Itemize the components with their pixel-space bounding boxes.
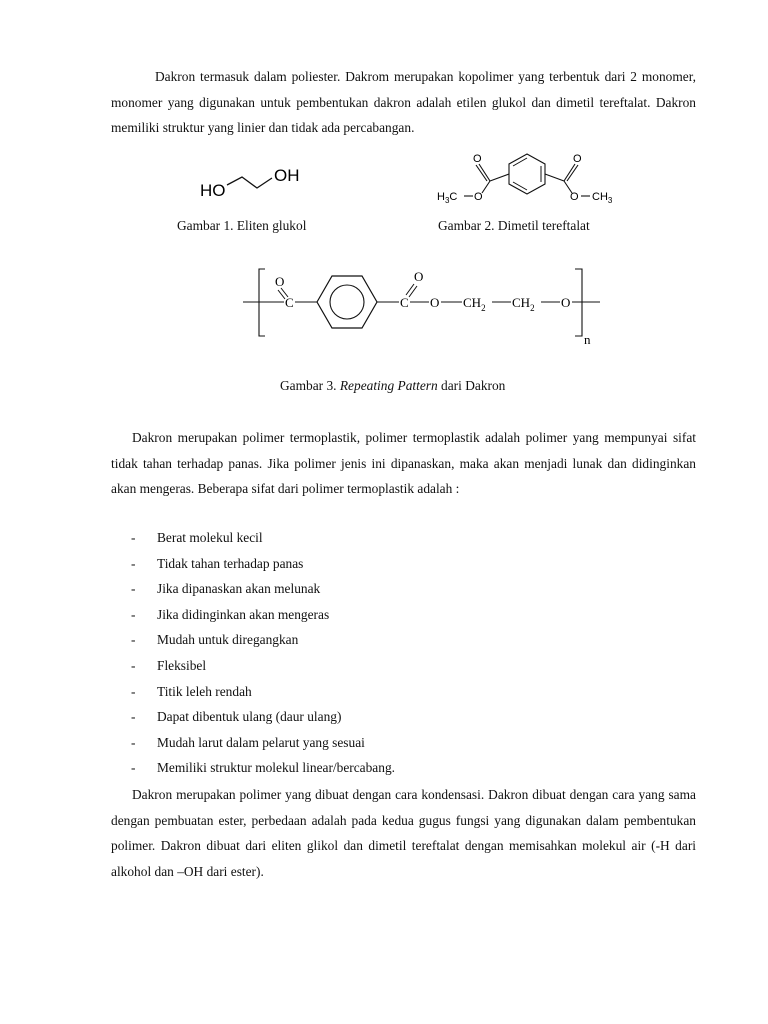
ethylene-glycol-structure bbox=[195, 160, 315, 205]
carbonyl-c-left: C bbox=[285, 295, 294, 310]
figure-2-caption: Gambar 2. Dimetil tereftalat bbox=[438, 218, 590, 233]
subscript-n: n bbox=[584, 332, 591, 347]
condensation-paragraph: Dakron merupakan polimer yang dibuat dengan cara kondensasi. Dakron dibuat dengan cara yang sama dengan pembuatan ester, perbedaan adalah pada kedua gugus fungsi yang digunakan dalam pembentukan polimer. Dakron dibuat dari eliten glikol dan dimetil tereftalat dengan memisahkan molekul air (-H dari alkohol dan –OH dari ester). bbox=[111, 787, 696, 879]
figure-3-caption: Gambar 3. Repeating Pattern dari Dakron bbox=[280, 378, 506, 393]
ch3-label: $CH_3$ bbox=[592, 191, 613, 205]
document-page: Dakron termasuk dalam poliester. Dakrom merupakan kopolimer yang terbentuk dari 2 monomer, monomer yang digunakan untuk pembentukan dakron adalah etilen glukol dan dimetil tereftalat. Dakron memiliki struktur yang linier dan tidak ada percabangan. HO OH O O $H_3C$ O O $CH_3$ Gambar 1. Eliten glukol Gambar 2. Dimetil tereftalat O C C O O $CH_2$ $CH_2$ O n Gambar 3. Repeating Pattern dari Dakron Dakron merupakan polimer termoplastik, polimer termoplastik adalah polimer yang mempunyai sifat tidak tahan terhadap panas. Jika polimer jenis ini dipanaskan, maka akan menjadi lunak dan didinginkan akan mengeras. Beberapa sifat dari polimer termoplastik adalah : - Berat molekul kecil - Tidak tahan terhadap panas - Jika dipanaskan akan melunak - Jika didinginkan akan mengeras - Mudah untuk diregangkan - Fleksibel - Titik leleh rendah - Dapat dibentuk ulang (daur ulang) - Mudah larut dalam pelarut yang sesuai - Memiliki struktur molekul linear/bercabang. Dakron merupakan polimer yang dibuat dengan cara kondensasi. Dakron dibuat dengan cara yang sama dengan pembuatan ester, perbedaan adalah pada kedua gugus fungsi yang digunakan dalam pembentukan polimer. Dakron dibuat dari eliten glikol dan dimetil tereftalat dengan memisahkan molekul air (-H dari alkohol dan –OH dari ester). bbox=[0, 0, 768, 1024]
ester-o-label: O bbox=[430, 295, 440, 310]
carbonyl-o-right: O bbox=[414, 269, 424, 284]
ch2-label-2: $CH_2$ bbox=[512, 295, 535, 313]
thermoplastic-paragraph: Dakron merupakan polimer termoplastik, polimer termoplastik adalah polimer yang mempunyai sifat tidak tahan terhadap panas. Jika polimer jenis ini dipanaskan, maka akan menjadi lunak dan didinginkan akan mengeras. Beberapa sifat dari polimer termoplastik adalah : bbox=[111, 430, 696, 497]
ether-o-label: O bbox=[561, 295, 571, 310]
carbonyl-o-left: O bbox=[275, 274, 285, 289]
intro-paragraph: Dakron termasuk dalam poliester. Dakrom merupakan kopolimer yang terbentuk dari 2 monomer, monomer yang digunakan untuk pembentukan dakron adalah etilen glukol dan dimetil tereftalat. Dakron memiliki struktur yang linier dan tidak ada percabangan. bbox=[111, 69, 696, 136]
oh-label: OH bbox=[274, 166, 300, 185]
carbonyl-o-right: O bbox=[573, 153, 582, 165]
ester-o-right: O bbox=[570, 191, 579, 203]
dacron-repeating-unit-structure bbox=[238, 264, 608, 350]
carbonyl-c-right: C bbox=[400, 295, 409, 310]
ester-o-left: O bbox=[474, 191, 483, 203]
ch2-label-1: $CH_2$ bbox=[463, 295, 486, 313]
carbonyl-o-left: O bbox=[473, 153, 482, 165]
h3c-label: $H_3C$ bbox=[437, 191, 458, 205]
figure-1-caption: Gambar 1. Eliten glukol bbox=[177, 218, 307, 233]
ho-label: HO bbox=[200, 181, 226, 200]
dimethyl-terephthalate-structure bbox=[432, 148, 642, 210]
